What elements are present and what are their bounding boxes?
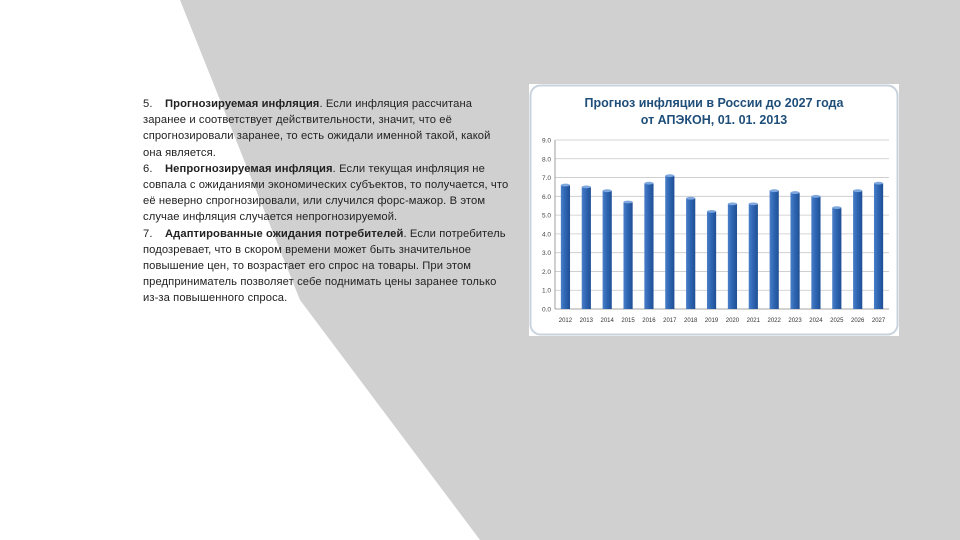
bar [686,198,695,309]
x-tick-label: 2023 [788,318,802,324]
x-tick-label: 2024 [809,318,823,324]
x-tick-label: 2017 [663,318,677,324]
bar-top [811,195,820,198]
x-tick-label: 2027 [871,318,886,324]
x-tick-label: 2021 [746,318,760,324]
bar [644,183,653,309]
paragraph-text: . Если текущая инфляция не совпала с ожиданиями экономических субъектов, то получается, что её неверно спрогнозировали, или случился форс-мажор. В этом случае инфляция случается непрогнозируемой. [143,162,509,224]
bar [623,202,632,309]
bar [749,204,758,309]
bar-top [874,182,883,185]
x-tick-label: 2026 [851,318,865,324]
bar-top [623,201,632,204]
y-tick-label: 4.0 [541,231,551,239]
bar-top [707,210,716,213]
bar [603,191,612,309]
bar-top [603,189,612,192]
bar-top [728,202,737,205]
x-tick-label: 2015 [621,318,635,324]
bar [561,185,570,309]
chart-title-line1: Прогноз инфляции в России до 2027 года [584,96,844,110]
bar-top [561,184,570,187]
bar-top [644,182,653,185]
paragraph-number: 7. [143,227,153,240]
y-tick-label: 7.0 [541,175,551,183]
x-tick-label: 2025 [830,318,844,324]
x-tick-label: 2013 [579,318,593,324]
bar [832,208,841,309]
x-tick-label: 2018 [684,318,698,324]
x-tick-label: 2012 [558,318,573,324]
bar [790,193,799,309]
paragraph-text: . Если инфляция рассчитана заранее и соответствует действительности, значит, что её спрогнозировали заранее, то есть ожидали именной такой, какой она является. [143,98,491,159]
paragraph-5 [143,96,509,161]
paragraph-7 [143,226,509,307]
paragraph-term: Непрогнозируемая инфляция [165,162,333,175]
bar [665,176,674,309]
paragraph-term: Прогнозируемая инфляция [165,98,320,110]
bar-top [665,174,674,177]
x-tick-label: 2022 [767,318,781,324]
bar-top [749,202,758,205]
paragraph-text: . Если потребитель подозревает, что в скором времени может быть значительное повышение цен, то возрастает его спрос на товары. При этом предприниматель позволяет себе поднимать цены заранее только из-за повышенного спроса. [143,227,506,305]
bar [707,211,716,309]
bar [728,204,737,309]
y-tick-label: 2.0 [541,268,551,276]
inflation-chart [529,84,899,336]
paragraph-6 [143,161,509,226]
text-block [143,96,509,307]
bar [582,187,591,309]
y-tick-label: 3.0 [541,250,551,258]
y-tick-label: 9.0 [541,137,551,145]
paragraph-term: Адаптированные ожидания потребителей [165,227,404,240]
bar [811,196,820,309]
x-tick-label: 2019 [704,318,719,324]
bar-top [770,189,779,192]
y-tick-label: 6.0 [541,193,551,201]
bar-top [832,206,841,209]
bar-top [686,197,695,200]
y-tick-label: 8.0 [541,156,551,164]
bar [853,191,862,309]
bar-top [853,189,862,192]
bar-top [582,186,591,189]
bar [770,191,779,309]
x-tick-label: 2016 [642,318,656,324]
y-tick-label: 5.0 [541,212,551,220]
paragraph-number: 5. [143,98,153,110]
y-tick-label: 1.0 [541,287,551,295]
bar-top [790,191,799,194]
chart-title-line2: от АПЭКОН, 01. 01. 2013 [640,113,788,127]
x-tick-label: 2020 [725,318,740,324]
y-tick-label: 0.0 [541,306,551,314]
chart-svg [529,84,899,336]
bar [874,183,883,309]
paragraph-number: 6. [143,162,153,175]
x-tick-label: 2014 [600,318,614,324]
